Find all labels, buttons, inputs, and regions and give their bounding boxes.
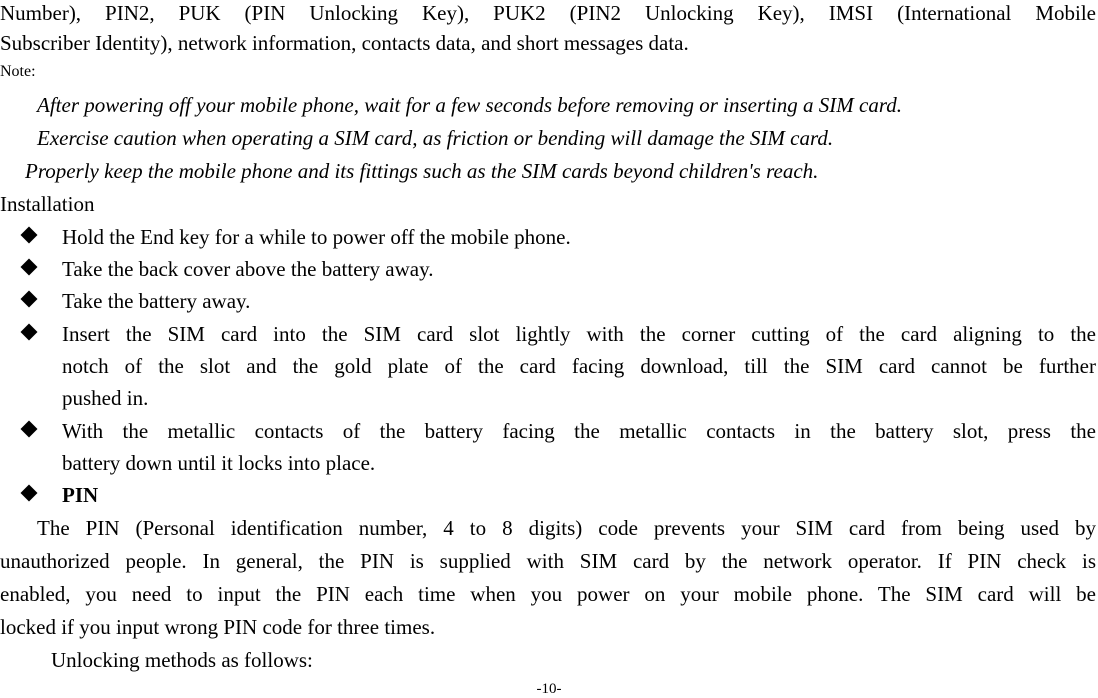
diamond-bullet-icon <box>20 256 42 282</box>
page-number: -10- <box>536 681 562 697</box>
note-item: Properly keep the mobile phone and its fittings such as the SIM cards beyond children's reach. <box>25 159 819 183</box>
intro-text-line: Subscriber Identity), network information, contacts data, and short messages data. <box>0 31 689 55</box>
pin-heading: PIN <box>62 483 99 507</box>
bullet-text: pushed in. <box>62 386 149 410</box>
bullet-text: Take the battery away. <box>62 289 251 313</box>
pin-text-line: The PIN (Personal identification number, 4 to 8 digits) code prevents your SIM card from being used by <box>37 516 1096 540</box>
pin-text-line: enabled, you need to input the PIN each time when you power on your mobile phone. The SIM card will be <box>0 582 1096 606</box>
diamond-bullet-icon <box>20 418 42 444</box>
intro-text-line: Number), PIN2, PUK (PIN Unlocking Key), PUK2 (PIN2 Unlocking Key), IMSI (International Mobile <box>0 1 1096 25</box>
unlocking-methods-line: Unlocking methods as follows: <box>51 648 313 672</box>
note-label: Note: <box>0 63 36 80</box>
bullet-text: With the metallic contacts of the battery facing the metallic contacts in the battery slot, press the <box>62 419 1096 443</box>
note-item: Exercise caution when operating a SIM card, as friction or bending will damage the SIM card. <box>37 126 834 150</box>
pin-text-line: unauthorized people. In general, the PIN is supplied with SIM card by the network operator. If PIN check is <box>0 549 1096 573</box>
bullet-text: Insert the SIM card into the SIM card slot lightly with the corner cutting of the card aligning to the <box>62 322 1096 346</box>
diamond-bullet-icon <box>20 321 42 347</box>
bullet-text: notch of the slot and the gold plate of the card facing download, till the SIM card cannot be further <box>62 354 1096 378</box>
installation-heading: Installation <box>0 192 95 216</box>
diamond-bullet-icon <box>20 482 42 508</box>
diamond-bullet-icon <box>20 288 42 314</box>
pin-text-line: locked if you input wrong PIN code for three times. <box>0 615 436 639</box>
bullet-text: battery down until it locks into place. <box>62 451 376 475</box>
diamond-bullet-icon <box>20 224 42 250</box>
bullet-text: Take the back cover above the battery away. <box>62 257 434 281</box>
note-item: After powering off your mobile phone, wait for a few seconds before removing or inserting a SIM card. <box>37 93 902 117</box>
bullet-text: Hold the End key for a while to power off the mobile phone. <box>62 225 571 249</box>
